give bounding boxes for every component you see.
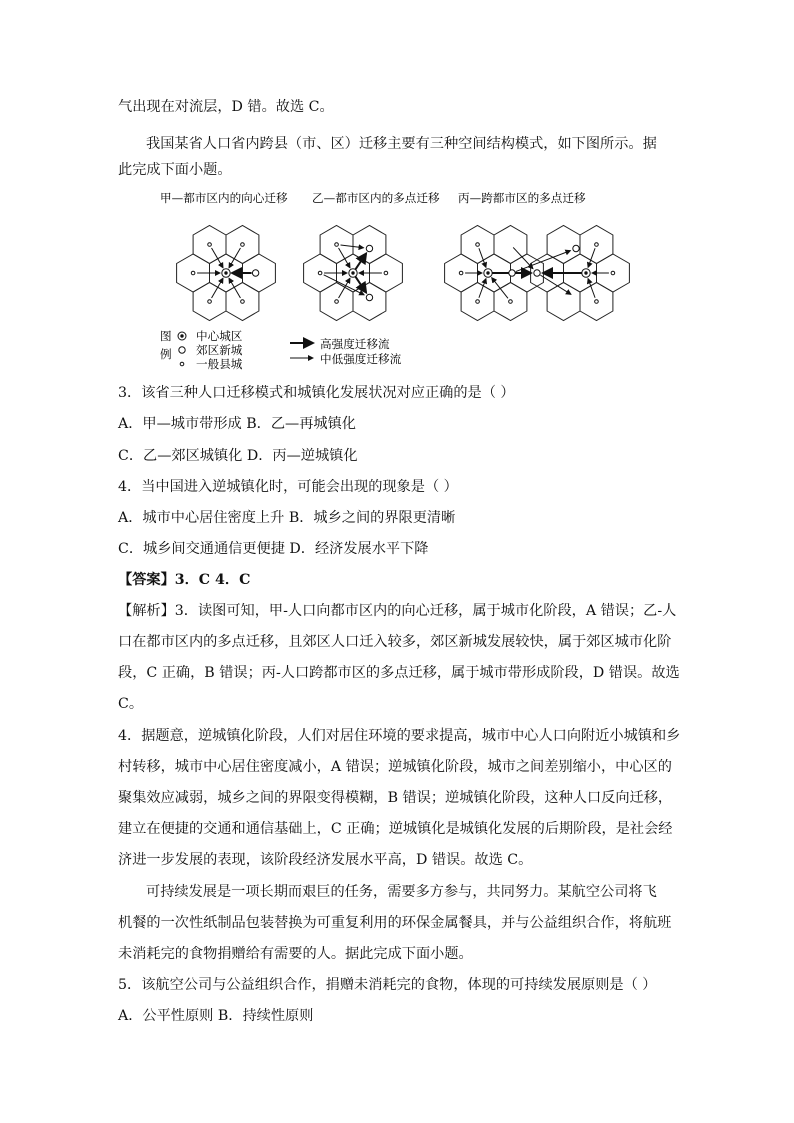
migration-arrow (212, 278, 223, 298)
hex-cell (353, 283, 386, 321)
migration-arrow (229, 278, 240, 298)
county-node (241, 300, 245, 304)
hex-cell (353, 226, 386, 264)
text-line: 气出现在对流层，D 错。故选 C。 (118, 99, 334, 115)
migration-arrow (540, 275, 571, 294)
county-town-icon (180, 362, 184, 366)
explanation-line: 建立在便捷的交通和通信基础上，C 正确；逆城镇化是城镇化发展的后期阶段，是社会经 (118, 821, 673, 837)
text-line: 此完成下面小题。 (118, 162, 232, 178)
county-node (208, 300, 212, 304)
legend-county: 一般县城 (196, 357, 243, 370)
county-node (459, 271, 463, 275)
explanation-line: 济进一步发展的表现，该阶段经济发展水平高，D 错误。故选 C。 (118, 852, 533, 868)
q3-options-cd: C．乙—郊区城镇化 D．丙—逆城镇化 (118, 448, 358, 464)
county-node (335, 300, 339, 304)
center-city-dot-icon (180, 334, 183, 337)
q4-options-cd: C．城乡间交通通信更便捷 D．经济发展水平下降 (118, 541, 429, 557)
explanation-line: 4．据题意，逆城镇化阶段，人们对居住环境的要求提高，城市中心人口向附近小城镇和乡 (118, 728, 681, 744)
legend-suburb: 郊区新城 (196, 343, 243, 357)
migration-arrow (324, 275, 364, 295)
q3-options-ab: A．甲—城市带形成 B．乙—再城镇化 (118, 416, 356, 432)
migration-arrow (212, 248, 223, 268)
caption-yi: 乙—都市区内的多点迁移 (312, 191, 440, 205)
county-node (241, 243, 245, 247)
question-4: 4．当中国进入逆城镇化时，可能会出现的现象是（ ） (118, 479, 458, 495)
center-city-dot (224, 271, 227, 274)
migration-arrow (229, 248, 240, 268)
migration-diagram (160, 188, 640, 370)
suburb-node (509, 270, 515, 276)
hex-cell (494, 226, 527, 264)
suburb-node (366, 245, 372, 251)
county-node (384, 271, 388, 275)
county-node (509, 300, 513, 304)
migration-arrow (588, 248, 595, 267)
county-node (611, 271, 615, 275)
center-city-dot (351, 271, 354, 274)
county-node (476, 300, 480, 304)
suburb-node (366, 294, 372, 300)
explanation-line: 段，C 正确，B 错误；丙-人口跨都市区的多点迁移，属于城市带形成阶段，D 错误。故选 (118, 665, 680, 681)
migration-arrow (513, 247, 533, 268)
suburb-node (573, 245, 579, 251)
passage-line: 可持续发展是一项长期而艰巨的任务，需要多方参与，共同努力。某航空公司将飞 (146, 884, 657, 900)
center-city-dot (584, 271, 587, 274)
county-node (318, 271, 322, 275)
legend-high: 高强度迁移流 (320, 337, 390, 351)
legend-center: 中心城区 (196, 329, 243, 343)
migration-arrow (339, 278, 350, 298)
county-node (595, 243, 599, 247)
county-node (595, 300, 599, 304)
county-node (208, 243, 212, 247)
migration-arrow (588, 279, 595, 298)
legend-li: 例 (160, 347, 172, 361)
suburb-node (534, 270, 540, 276)
hex-cell (547, 283, 580, 321)
q4-options-ab: A．城市中心居住密度上升 B．城乡之间的界限更清晰 (118, 510, 456, 526)
q5-options-ab: A．公平性原则 B．持续性原则 (118, 1008, 314, 1024)
migration-arrow (479, 248, 486, 267)
county-node (476, 243, 480, 247)
passage-line: 机餐的一次性纸制品包装替换为可重复利用的环保金属餐具，并与公益组织合作，将航班 (118, 915, 672, 931)
center-city-dot (486, 271, 489, 274)
migration-arrow (339, 248, 350, 268)
answer-line: 【答案】3．C 4．C (118, 572, 251, 588)
explanation-line: 口在都市区内的多点迁移，且郊区人口迁入较多，郊区新城发展较快，属于郊区城市化阶 (118, 634, 672, 650)
explanation-line: C。 (118, 696, 144, 712)
explanation-line: 【解析】3．读图可知，甲-人口向都市区内的向心迁移，属于城市化阶段，A 错误；乙-人 (118, 603, 677, 619)
caption-jia: 甲—都市区内的向心迁移 (160, 191, 288, 205)
explanation-line: 村转移，城市中心居住密度减小，A 错误；逆城镇化阶段，城市之间差别缩小，中心区的 (118, 759, 672, 775)
text-line: 我国某省人口省内跨县（市、区）迁移主要有三种空间结构模式，如下图所示。据 (146, 136, 657, 152)
migration-arrow (479, 279, 486, 298)
county-node (335, 243, 339, 247)
legend-low: 中低强度迁移流 (320, 352, 402, 366)
question-3: 3．该省三种人口迁移模式和城镇化发展状况对应正确的是（ ） (118, 385, 515, 401)
suburb-city-icon (179, 347, 185, 353)
migration-arrow (341, 245, 364, 248)
caption-bing: 丙—跨都市区的多点迁移 (458, 191, 586, 205)
suburb-node (252, 270, 258, 276)
county-node (191, 271, 195, 275)
passage-line: 未消耗完的食物捐赠给有需要的人。据此完成下面小题。 (118, 946, 473, 962)
explanation-line: 聚集效应减弱，城乡之间的界限变得模糊，B 错误；逆城镇化阶段，这种人口反向迁移， (118, 790, 673, 806)
question-5: 5．该航空公司与公益组织合作，捐赠未消耗完的食物，体现的可持续发展原则是（ ） (118, 977, 657, 993)
legend-tu: 图 (160, 329, 172, 343)
